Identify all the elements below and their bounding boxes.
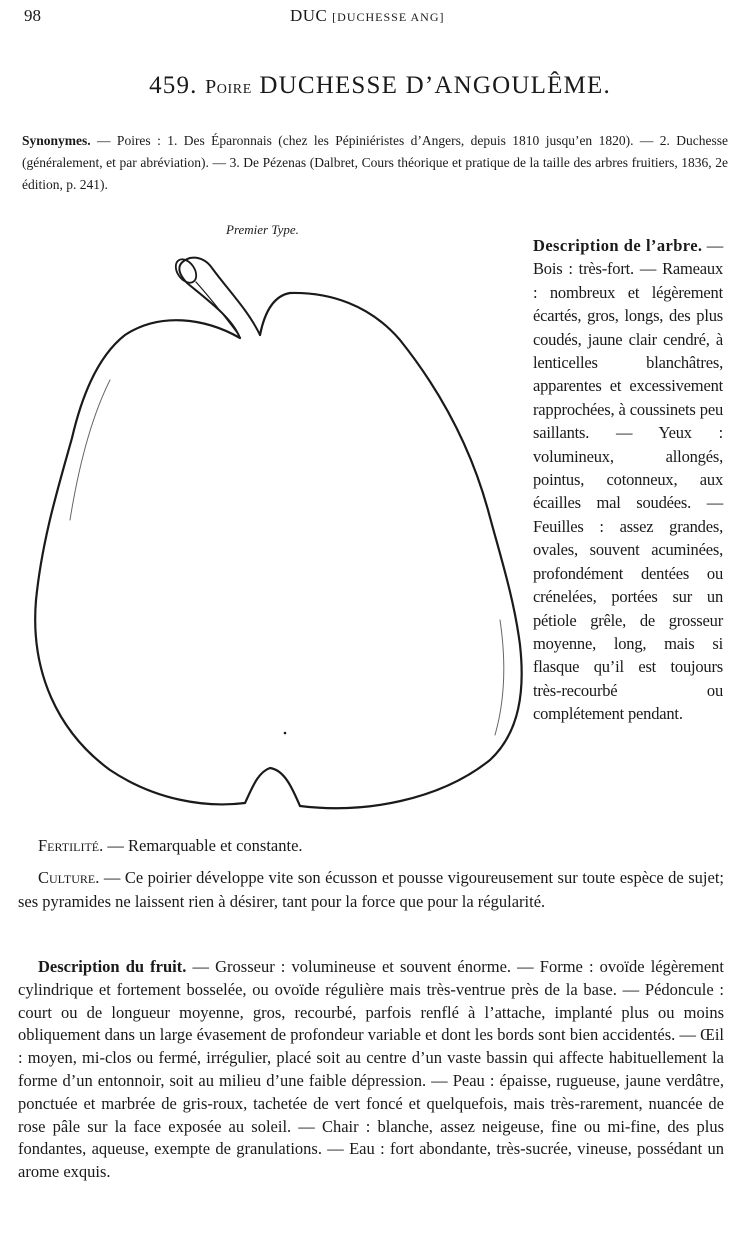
- fertility-paragraph: [18, 834, 724, 858]
- running-title-bracket: [DUCHESSE ANG]: [332, 10, 445, 24]
- fruit-description-heading: Description du fruit.: [38, 957, 187, 976]
- synonyms-text: — Poires : 1. Des Éparonnais (chez les Pépiniéristes d’Angers, depuis 1810 jusqu’en 1820). — 2. Duchesse (généralement, et par abréviation). — 3. De Pézenas (Dalbret, Cours théorique et pratique de la taille des arbres fruitiers, 1836, 2e édition, p. 241).: [22, 133, 728, 192]
- page-number: 98: [24, 6, 41, 25]
- tree-description: [533, 234, 723, 726]
- synonyms-label: Synonymes.: [22, 133, 91, 148]
- fertility-label: Fertilité.: [38, 836, 104, 855]
- culture-text: — Ce poirier développe vite son écusson et pousse vigoureusement sur toute espèce de sujet; ses pyramides ne laissent rien à désirer, tant pour la force que pour la régularité.: [18, 868, 724, 911]
- title-poire: Poire: [205, 76, 252, 98]
- culture-label: Culture.: [38, 868, 100, 887]
- title-name: DUCHESSE D’ANGOULÊME.: [259, 72, 611, 99]
- fruit-description-text: — Grosseur : volumineuse et souvent énorme. — Forme : ovoïde légèrement cylindrique et fortement bosselée, ou ovoïde régulière mais très-ventrue près de la base. — Pédoncule : court ou de longueur moyenne, gros, recourbé, parfois renflé à l’attache, implanté plus ou moins obliquement dans un large évasement de profondeur variable et dont les bords sont bien accidentés. — Œil : moyen, mi-clos ou fermé, irrégulier, placé soit au centre d’un vaste bassin qui affecte habituellement la forme d’un entonnoir, soit au milieu d’une faible dépression. — Peau : épaisse, rugueuse, jaune verdâtre, ponctuée et marbrée de gris-roux, tachetée de vert foncé et quelquefois, mais très-rarement, nuancée de rose pâle sur la face exposée au soleil. — Chair : blanche, assez neigeuse, fine ou mi-fine, des plus fondantes, aqueuse, exempte de granulations. — Eau : fort abondante, très-sucrée, vineuse, possédant un arome exquis.: [18, 957, 724, 1182]
- pear-stem-outline: [179, 258, 260, 338]
- tree-description-text: — Bois : très-fort. — Rameaux : nombreux et légèrement écartés, gros, longs, des plus coudés, jaune clair cendré, à lenticelles blanchâtres, apparentes et excessivement rapprochées, à coussinets peu saillants. — Yeux : volumineux, allongés, pointus, cotonneux, aux écailles mal soudées. — Feuilles : assez grandes, ovales, souvent acuminées, profondément dentées ou crénelées, portées sur un pétiole grêle, de grosseur moyenne, long, mais si flasque qu’il est toujours très-recourbé ou complétement pendant.: [533, 236, 723, 724]
- title-number: 459.: [149, 72, 198, 99]
- pear-speck: [284, 732, 287, 735]
- culture-paragraph: [18, 866, 724, 913]
- pear-body-outline: [35, 293, 521, 808]
- running-title: [290, 6, 445, 26]
- page-title: [0, 72, 740, 100]
- pear-body-inner-shading: [70, 380, 110, 520]
- synonyms-paragraph: [22, 130, 728, 196]
- figure-caption: Premier Type.: [226, 222, 299, 237]
- running-head: [0, 6, 740, 28]
- pear-body-inner-shading-right: [495, 620, 504, 735]
- tree-description-heading: Description de l’arbre.: [533, 236, 703, 255]
- fertility-text: — Remarquable et constante.: [103, 836, 303, 855]
- pear-outline-illustration: [0, 240, 540, 840]
- fruit-description: [18, 956, 724, 1184]
- running-title-main: DUC: [290, 6, 328, 25]
